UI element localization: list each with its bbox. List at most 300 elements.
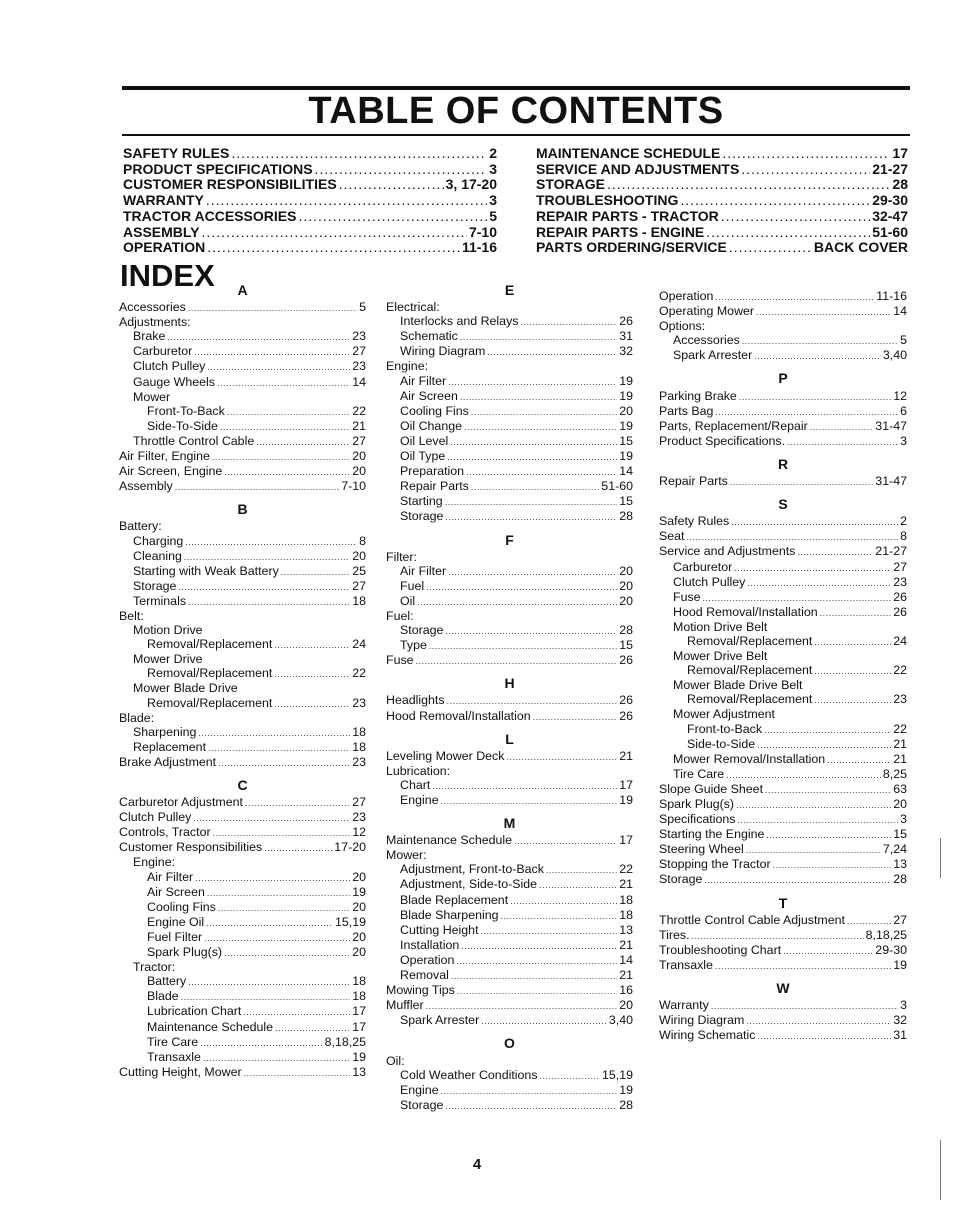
index-entry-label: Blade Replacement bbox=[400, 892, 509, 907]
index-entry bbox=[119, 479, 366, 494]
index-entry-label: Stopping the Tractor bbox=[659, 857, 771, 872]
dot-leader bbox=[441, 1084, 618, 1098]
dot-leader bbox=[281, 565, 350, 579]
index-entry bbox=[119, 449, 366, 464]
index-entry bbox=[386, 479, 633, 494]
toc-entry-page: 3 bbox=[489, 192, 497, 209]
index-entry-label: Carburetor bbox=[133, 344, 193, 359]
index-entry-label: Operation bbox=[400, 952, 455, 967]
index-entry-label: Customer Responsibilities bbox=[119, 840, 263, 855]
index-entry bbox=[386, 953, 633, 968]
index-entry-label: Removal/Replacement bbox=[687, 692, 813, 707]
index-letter-heading: S bbox=[778, 496, 788, 513]
index-entry-page: 13 bbox=[619, 922, 633, 937]
index-entry bbox=[119, 711, 366, 725]
index-entry-page: 19 bbox=[619, 1082, 633, 1097]
scan-edge-mark bbox=[940, 1140, 941, 1200]
toc-entry-label: PRODUCT SPECIFICATIONS bbox=[123, 160, 313, 177]
index-entry-label: Mower Blade Drive Belt bbox=[673, 678, 803, 693]
index-entry bbox=[659, 827, 907, 842]
index-entry bbox=[119, 609, 366, 623]
index-entry-label: Seat bbox=[659, 529, 685, 544]
index-entry bbox=[119, 534, 366, 549]
index-entry bbox=[659, 707, 907, 721]
index-entry-page: 23 bbox=[352, 810, 366, 825]
index-entry bbox=[386, 778, 633, 793]
toc-entry-page: 51-60 bbox=[872, 223, 908, 240]
dot-leader bbox=[820, 606, 892, 620]
index-entry-page: 18 bbox=[352, 739, 366, 754]
index-entry bbox=[386, 709, 633, 724]
index-entry-page: 28 bbox=[619, 623, 633, 638]
dot-leader bbox=[447, 694, 618, 708]
index-entry-page: 3 bbox=[900, 998, 907, 1013]
dot-leader bbox=[741, 162, 870, 178]
dot-leader bbox=[764, 723, 891, 737]
index-entry-page: 7-10 bbox=[341, 479, 366, 494]
dot-leader bbox=[814, 664, 891, 678]
dot-leader bbox=[447, 450, 617, 464]
index-letter-heading: A bbox=[237, 282, 248, 298]
index-entry bbox=[119, 840, 366, 855]
dot-leader bbox=[726, 768, 881, 782]
index-entry-page: 19 bbox=[619, 373, 633, 388]
dot-leader bbox=[339, 177, 444, 193]
index-entry-page: 18 bbox=[352, 974, 366, 989]
index-entry-label: Transaxle bbox=[147, 1049, 201, 1064]
index-entry-page: 12 bbox=[893, 388, 907, 403]
index-entry-label: Blade Sharpening bbox=[400, 907, 499, 922]
toc-entry-page: 11-16 bbox=[461, 239, 497, 256]
dot-leader bbox=[264, 841, 332, 855]
index-letter-heading: F bbox=[505, 531, 514, 548]
index-entry-label: Side-To-Side bbox=[147, 418, 218, 433]
dot-leader bbox=[457, 984, 617, 998]
index-entry-page: 14 bbox=[893, 304, 907, 319]
index-entry-page: 20 bbox=[352, 548, 366, 563]
index-entry-page: 14 bbox=[619, 952, 633, 967]
index-entry-page: 22 bbox=[893, 663, 907, 678]
index-entry bbox=[119, 696, 366, 711]
index-entry bbox=[119, 960, 366, 974]
index-entry bbox=[386, 564, 633, 579]
index-entry-label: Spark Plug(s) bbox=[147, 945, 223, 960]
index-entry bbox=[386, 923, 633, 938]
index-entry-page: 21 bbox=[619, 877, 633, 892]
index-entry-label: Oil Type bbox=[400, 449, 446, 464]
dot-leader bbox=[460, 330, 617, 344]
index-entry bbox=[659, 692, 907, 707]
index-entry bbox=[386, 449, 633, 464]
toc-entry-label: ASSEMBLY bbox=[123, 223, 200, 240]
index-entry-label: Interlocks and Relays bbox=[400, 314, 519, 329]
index-entry-page: 31 bbox=[619, 329, 633, 344]
index-entry bbox=[659, 634, 907, 649]
index-entry-label: Removal/Replacement bbox=[147, 695, 273, 710]
index-entry-page: 31 bbox=[893, 1028, 907, 1043]
toc-entry bbox=[536, 177, 908, 193]
toc-entry-page: 2 bbox=[489, 145, 497, 161]
index-entry-label: Air Filter, Engine bbox=[119, 449, 210, 464]
index-entry-page: 20 bbox=[352, 869, 366, 884]
index-entry bbox=[386, 983, 633, 998]
index-entry bbox=[119, 375, 366, 390]
index-entry bbox=[119, 579, 366, 594]
index-entry-label: Terminals bbox=[133, 593, 187, 608]
index-entry-label: Tire Care bbox=[673, 766, 725, 781]
index-entry bbox=[659, 1013, 907, 1028]
index-entry-page: 17 bbox=[619, 777, 633, 792]
index-entry-label: Sharpening bbox=[133, 724, 197, 739]
index-entry bbox=[659, 304, 907, 319]
toc-entry-label: TRACTOR ACCESSORIES bbox=[123, 207, 297, 224]
index-entry-label: Starting the Engine bbox=[659, 827, 765, 842]
index-letter-heading: L bbox=[505, 730, 514, 747]
toc-entry-label: STORAGE bbox=[536, 176, 605, 193]
dot-leader bbox=[540, 1069, 600, 1083]
dot-leader bbox=[207, 240, 460, 256]
index-entry bbox=[386, 998, 633, 1013]
index-entry-label: Charging bbox=[133, 533, 184, 548]
index-entry bbox=[119, 300, 366, 315]
index-entry bbox=[659, 782, 907, 797]
index-entry bbox=[659, 419, 907, 434]
index-entry bbox=[386, 848, 633, 862]
index-entry-label: Air Screen bbox=[400, 388, 458, 403]
dot-leader bbox=[181, 990, 351, 1004]
dot-leader bbox=[167, 330, 350, 344]
index-entry-label: Safety Rules bbox=[659, 514, 730, 529]
dot-leader bbox=[756, 305, 891, 319]
index-entry-label: Throttle Control Cable bbox=[133, 433, 255, 448]
index-entry bbox=[386, 344, 633, 359]
index-entry-label: Removal bbox=[400, 968, 449, 983]
dot-leader bbox=[715, 405, 898, 419]
toc-entry bbox=[123, 209, 497, 225]
dot-leader bbox=[217, 376, 350, 390]
dot-leader bbox=[742, 334, 898, 348]
index-entry bbox=[119, 1035, 366, 1050]
index-entry-label: Battery: bbox=[119, 519, 162, 534]
dot-leader bbox=[208, 741, 350, 755]
index-entry bbox=[386, 300, 633, 314]
index-entry bbox=[386, 579, 633, 594]
index-column-3 bbox=[659, 289, 907, 1043]
index-entry bbox=[119, 390, 366, 404]
dot-leader bbox=[298, 209, 487, 225]
index-entry-label: Operating Mower bbox=[659, 304, 755, 319]
index-entry-label: Carburetor Adjustment bbox=[119, 795, 243, 810]
dot-leader bbox=[450, 435, 617, 449]
dot-leader bbox=[213, 826, 351, 840]
index-entry-label: Assembly bbox=[119, 479, 173, 494]
index-entry-label: Storage bbox=[400, 623, 444, 638]
index-entry bbox=[386, 693, 633, 708]
index-entry-page: 27 bbox=[352, 344, 366, 359]
index-entry bbox=[659, 928, 907, 943]
dot-leader bbox=[243, 1005, 350, 1019]
toc-entry-page: BACK COVER bbox=[813, 239, 908, 256]
index-entry-page: 20 bbox=[619, 563, 633, 578]
dot-leader bbox=[533, 710, 618, 724]
index-entry bbox=[386, 434, 633, 449]
dot-leader bbox=[274, 697, 350, 711]
index-entry bbox=[386, 594, 633, 609]
toc-right-column bbox=[536, 146, 908, 256]
toc-entry bbox=[123, 162, 497, 178]
index-letter-heading: B bbox=[237, 501, 248, 518]
index-entry-label: Headlights bbox=[386, 693, 445, 708]
index-entry-page: 5 bbox=[359, 300, 366, 315]
index-entry-label: Accessories bbox=[673, 333, 740, 348]
index-entry bbox=[386, 314, 633, 329]
index-entry bbox=[386, 893, 633, 908]
index-entry-label: Accessories bbox=[119, 300, 186, 315]
index-entry-label: Tire Care bbox=[147, 1034, 199, 1049]
index-entry bbox=[659, 737, 907, 752]
index-entry-page: 28 bbox=[893, 872, 907, 887]
index-entry-page: 20 bbox=[352, 449, 366, 464]
dot-leader bbox=[466, 465, 617, 479]
index-entry bbox=[659, 722, 907, 737]
index-entry bbox=[119, 315, 366, 329]
index-entry bbox=[659, 857, 907, 872]
dot-leader bbox=[448, 375, 617, 389]
index-entry bbox=[386, 877, 633, 892]
index-entry-page: 23 bbox=[893, 692, 907, 707]
index-entry bbox=[386, 1013, 633, 1028]
toc-entry-page: 21-27 bbox=[872, 160, 908, 177]
index-entry-page: 18 bbox=[352, 593, 366, 608]
dot-leader bbox=[184, 550, 350, 564]
index-entry bbox=[386, 938, 633, 953]
index-entry-page: 6 bbox=[900, 403, 907, 418]
dot-leader bbox=[315, 162, 488, 178]
dot-leader bbox=[245, 796, 350, 810]
index-entry-page: 3,40 bbox=[608, 1013, 633, 1028]
dot-leader bbox=[797, 545, 873, 559]
dot-leader bbox=[722, 146, 890, 162]
dot-leader bbox=[783, 944, 873, 958]
index-entry bbox=[659, 560, 907, 575]
dot-leader bbox=[244, 1066, 351, 1080]
index-entry-label: Removal/Replacement bbox=[687, 663, 813, 678]
dot-leader bbox=[471, 480, 599, 494]
index-entry-label: Throttle Control Cable Adjustment bbox=[659, 912, 845, 927]
index-entry-label: Tractor: bbox=[133, 960, 176, 975]
index-entry bbox=[386, 908, 633, 923]
index-entry bbox=[119, 989, 366, 1004]
index-entry-label: Options: bbox=[659, 319, 706, 334]
dot-leader bbox=[757, 738, 891, 752]
index-entry bbox=[386, 374, 633, 389]
scan-edge-mark bbox=[940, 838, 941, 878]
index-entry-page: 8 bbox=[900, 529, 907, 544]
index-entry-label: Wiring Schematic bbox=[659, 1028, 756, 1043]
index-entry-label: Mower bbox=[133, 389, 171, 404]
dot-leader bbox=[204, 931, 350, 945]
index-entry bbox=[659, 590, 907, 605]
index-entry bbox=[119, 855, 366, 869]
index-entry bbox=[119, 755, 366, 770]
index-entry-label: Fuse bbox=[673, 589, 701, 604]
dot-leader bbox=[471, 405, 617, 419]
dot-leader bbox=[203, 1051, 350, 1065]
index-letter-heading: T bbox=[778, 894, 788, 911]
index-entry-page: 19 bbox=[619, 793, 633, 807]
index-entry-page: 21 bbox=[619, 968, 633, 983]
index-entry-label: Wiring Diagram bbox=[659, 1013, 745, 1028]
index-entry-label: Side-to-Side bbox=[687, 736, 756, 751]
dot-leader bbox=[206, 193, 487, 209]
index-entry-page: 22 bbox=[352, 403, 366, 418]
index-entry-page: 19 bbox=[893, 957, 907, 972]
index-entry-page: 18 bbox=[352, 989, 366, 1004]
index-entry-page: 5 bbox=[900, 333, 907, 348]
index-entry-label: Storage bbox=[133, 578, 177, 593]
toc-entry bbox=[536, 209, 908, 225]
index-entry-label: Starting with Weak Battery bbox=[133, 563, 279, 578]
index-entry-label: Transaxle bbox=[659, 957, 713, 972]
dot-leader bbox=[766, 828, 891, 842]
dot-leader bbox=[206, 916, 333, 930]
dot-leader bbox=[445, 624, 617, 638]
dot-leader bbox=[274, 667, 350, 681]
index-entry-label: Oil bbox=[400, 593, 416, 608]
dot-leader bbox=[730, 475, 873, 489]
dot-leader bbox=[711, 999, 898, 1013]
index-entry bbox=[119, 974, 366, 989]
index-entry bbox=[119, 945, 366, 960]
index-entry bbox=[119, 344, 366, 359]
index-entry bbox=[659, 544, 907, 559]
dot-leader bbox=[224, 946, 350, 960]
index-entry-label: Repair Parts bbox=[400, 479, 469, 494]
index-entry-page: 20 bbox=[619, 403, 633, 418]
index-entry bbox=[659, 663, 907, 678]
index-entry-page: 29-30 bbox=[875, 942, 907, 957]
index-letter-heading: C bbox=[237, 777, 248, 793]
toc-entry-label: OPERATION bbox=[123, 239, 206, 256]
index-entry bbox=[119, 930, 366, 945]
dot-leader bbox=[747, 576, 891, 590]
index-entry-label: Carburetor bbox=[673, 559, 733, 574]
index-entry-label: Troubleshooting Chart bbox=[659, 942, 782, 957]
index-entry bbox=[119, 404, 366, 419]
dot-leader bbox=[731, 515, 898, 529]
toc-entry bbox=[536, 225, 908, 241]
index-entry-label: Parking Brake bbox=[659, 388, 737, 403]
index-entry-page: 19 bbox=[619, 388, 633, 403]
index-entry bbox=[386, 623, 633, 638]
index-entry bbox=[386, 509, 633, 524]
index-entry-label: Motion Drive bbox=[133, 623, 203, 638]
index-entry-page: 19 bbox=[352, 884, 366, 899]
dot-leader bbox=[441, 794, 618, 808]
index-entry-label: Air Screen, Engine bbox=[119, 464, 223, 479]
index-entry bbox=[386, 1068, 633, 1083]
toc-entry bbox=[536, 193, 908, 209]
index-entry-label: Electrical: bbox=[386, 300, 440, 315]
index-entry bbox=[386, 833, 633, 848]
dot-leader bbox=[460, 390, 617, 404]
index-entry-label: Clutch Pulley bbox=[119, 810, 192, 825]
index-entry-page: 20 bbox=[352, 899, 366, 914]
index-entry bbox=[659, 514, 907, 529]
index-entry-label: Mower Drive bbox=[133, 652, 203, 667]
index-entry-page: 20 bbox=[352, 464, 366, 479]
toc-entry-page: 3, 17-20 bbox=[445, 176, 497, 193]
dot-leader bbox=[256, 435, 350, 449]
index-entry-label: Mowing Tips bbox=[386, 983, 455, 998]
toc-entry-label: REPAIR PARTS - ENGINE bbox=[536, 223, 705, 240]
index-entry bbox=[659, 812, 907, 827]
index-entry-label: Mower Drive Belt bbox=[673, 649, 768, 664]
index-entry-label: Slope Guide Sheet bbox=[659, 781, 764, 796]
toc-entry bbox=[536, 240, 908, 256]
index-entry bbox=[659, 289, 907, 304]
index-entry-label: Engine Oil bbox=[147, 914, 205, 929]
index-entry-page: 20 bbox=[352, 945, 366, 960]
index-entry-label: Parts Bag bbox=[659, 403, 714, 418]
dot-leader bbox=[810, 420, 874, 434]
index-entry-label: Oil: bbox=[386, 1053, 405, 1068]
toc-entry-label: TROUBLESHOOTING bbox=[536, 192, 679, 209]
index-entry-page: 23 bbox=[893, 574, 907, 589]
index-entry-label: Removal/Replacement bbox=[147, 637, 273, 652]
index-entry-label: Parts, Replacement/Repair bbox=[659, 418, 808, 433]
index-entry bbox=[119, 1050, 366, 1065]
index-entry bbox=[386, 862, 633, 877]
index-entry-page: 15 bbox=[619, 638, 633, 653]
index-entry-label: Fuel Filter bbox=[147, 929, 203, 944]
index-entry-label: Mower: bbox=[386, 848, 427, 863]
dot-leader bbox=[188, 975, 350, 989]
dot-leader bbox=[448, 565, 617, 579]
index-entry bbox=[659, 1028, 907, 1043]
dot-leader bbox=[546, 863, 617, 877]
toc-entry-label: SERVICE AND ADJUSTMENTS bbox=[536, 160, 740, 177]
index-entry-label: Air Screen bbox=[147, 884, 205, 899]
dot-leader bbox=[754, 349, 881, 363]
index-entry bbox=[659, 943, 907, 958]
dot-leader bbox=[487, 345, 617, 359]
index-entry-label: Repair Parts bbox=[659, 474, 728, 489]
dot-leader bbox=[224, 465, 350, 479]
index-entry-page: 23 bbox=[352, 329, 366, 344]
index-entry-label: Fuel: bbox=[386, 608, 414, 623]
index-entry bbox=[659, 678, 907, 692]
dot-leader bbox=[607, 177, 890, 193]
index-entry-page: 15 bbox=[619, 433, 633, 448]
index-entry-label: Removal/Replacement bbox=[687, 633, 813, 648]
index-entry bbox=[659, 767, 907, 782]
dot-leader bbox=[218, 756, 350, 770]
index-entry-page: 22 bbox=[893, 721, 907, 736]
index-entry bbox=[659, 404, 907, 419]
dot-leader bbox=[200, 1036, 322, 1050]
dot-leader bbox=[715, 959, 891, 973]
dot-leader bbox=[539, 878, 617, 892]
index-letter-heading: O bbox=[504, 1035, 515, 1052]
index-entry bbox=[119, 810, 366, 825]
dot-leader bbox=[481, 924, 618, 938]
index-entry-label: Oil Change bbox=[400, 418, 462, 433]
index-entry-label: Tires. bbox=[659, 927, 690, 942]
index-entry-label: Clutch Pulley bbox=[673, 574, 746, 589]
index-entry-label: Adjustment, Side-to-Side bbox=[400, 877, 538, 892]
index-entry bbox=[659, 872, 907, 887]
